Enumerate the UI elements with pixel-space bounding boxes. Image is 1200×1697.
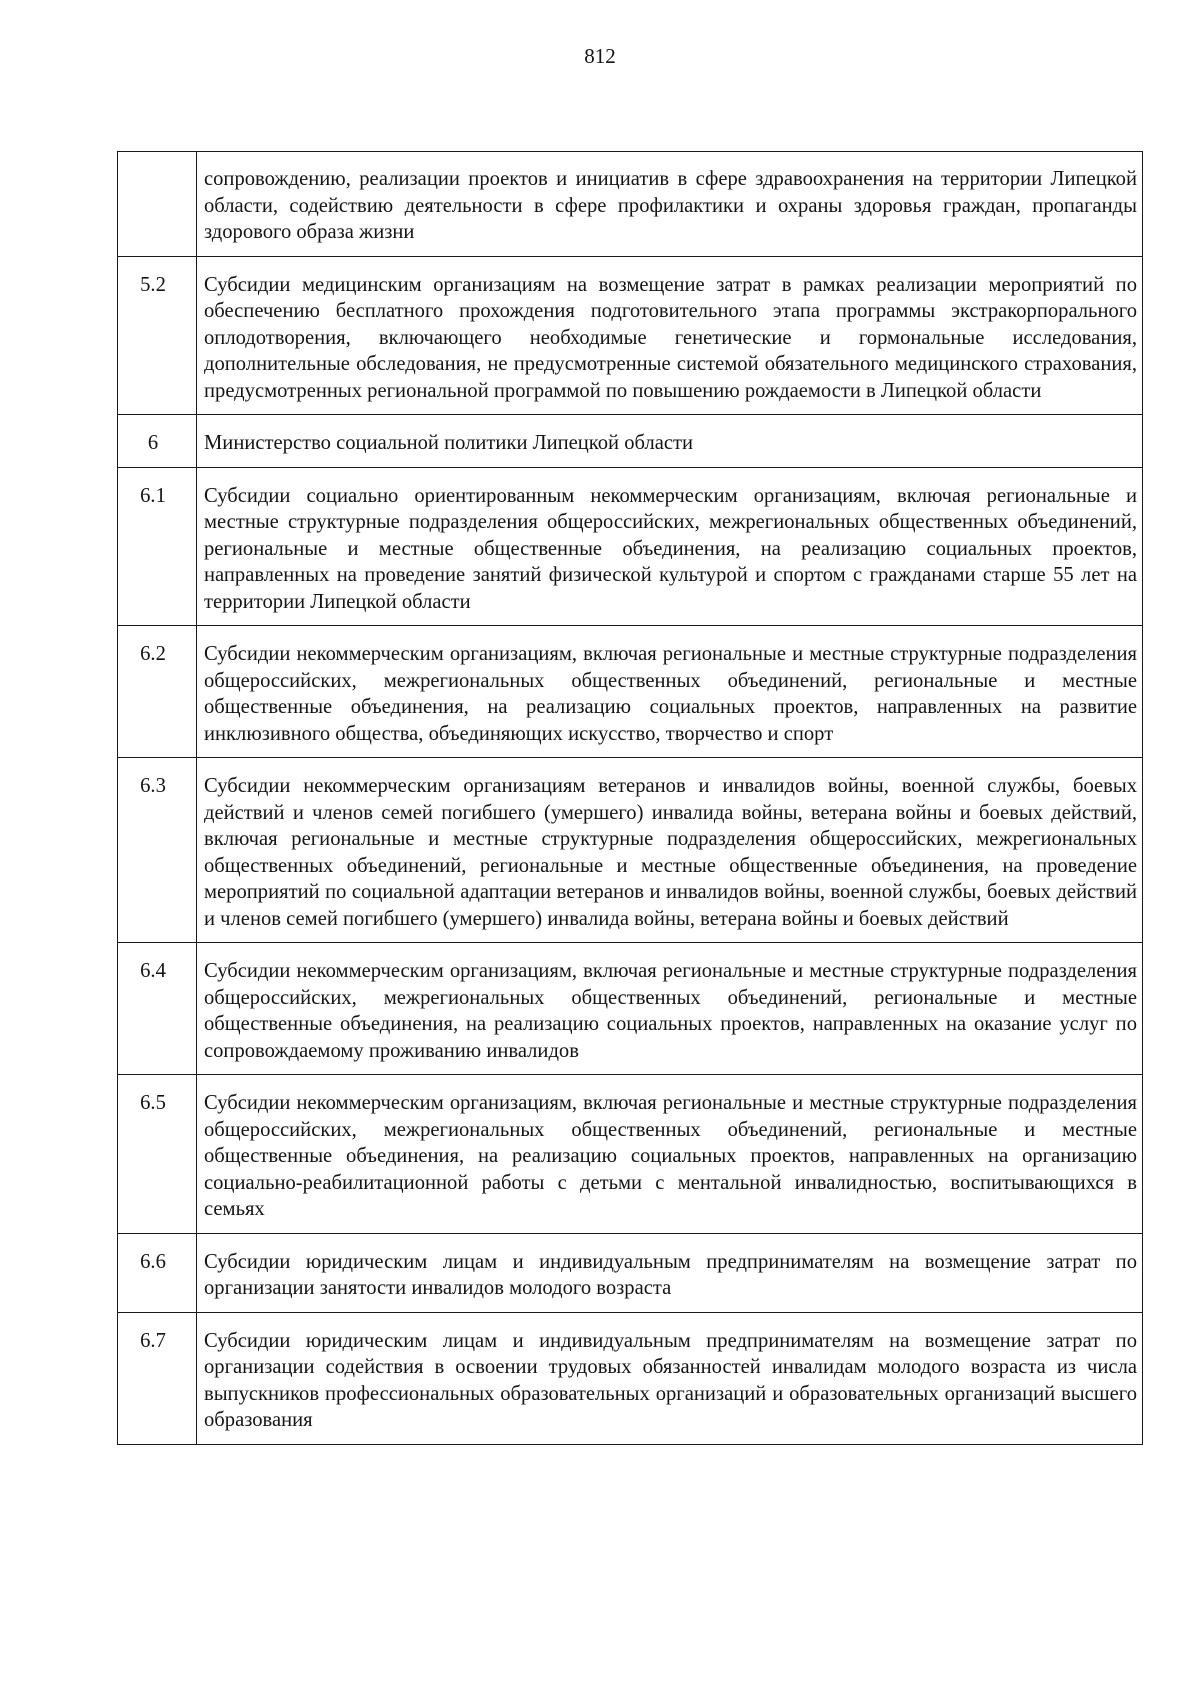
row-number: 6.6 [118, 1233, 197, 1312]
row-text: Субсидии медицинским организациям на возмещение затрат в рамках реализации мероприятий по обеспечению бесплатного прохождения подготовительного этапа программы экстракорпорального оплодотворения, включающего необходимые генетические и гормональные исследования, дополнительные обследования, не предусмотренные системой обязательного медицинского страхования, предусмотренных региональной программой по повышению рождаемости в Липецкой области [197, 256, 1143, 415]
row-number: 6.2 [118, 626, 197, 758]
subsidies-table [117, 151, 1143, 1445]
row-text: Субсидии социально ориентированным некоммерческим организациям, включая региональные и местные структурные подразделения общероссийских, межрегиональных общественных объединений, региональные и местные общественные объединения, на реализацию социальных проектов, направленных на проведение занятий физической культурой и спортом с гражданами старше 55 лет на территории Липецкой области [197, 467, 1143, 626]
table-row [118, 1312, 1143, 1444]
row-number: 6 [118, 415, 197, 468]
table-row [118, 467, 1143, 626]
table-row [118, 256, 1143, 415]
row-number: 6.1 [118, 467, 197, 626]
row-number: 6.4 [118, 943, 197, 1075]
table-row [118, 626, 1143, 758]
table-row [118, 152, 1143, 257]
row-text: сопровождению, реализации проектов и инициатив в сфере здравоохранения на территории Липецкой области, содействию деятельности в сфере профилактики и охраны здоровья граждан, пропаганды здорового образа жизни [197, 152, 1143, 257]
row-number [118, 152, 197, 257]
row-text: Субсидии некоммерческим организациям ветеранов и инвалидов войны, военной службы, боевых действий и членов семей погибшего (умершего) инвалида войны, ветерана войны и боевых действий, включая региональные и местные структурные подразделения общероссийских, межрегиональных общественных объединений, региональные и местные общественные объединения, на проведение мероприятий по социальной адаптации ветеранов и инвалидов войны, военной службы, боевых действий и членов семей погибшего (умершего) инвалида войны, ветерана войны и боевых действий [197, 758, 1143, 943]
row-number: 6.3 [118, 758, 197, 943]
row-text: Субсидии юридическим лицам и индивидуальным предпринимателям на возмещение затрат по организации содействия в освоении трудовых обязанностей инвалидам молодого возраста из числа выпускников профессиональных образовательных организаций и образовательных организаций высшего образования [197, 1312, 1143, 1444]
row-text: Субсидии некоммерческим организациям, включая региональные и местные структурные подразделения общероссийских, межрегиональных общественных объединений, региональные и местные общественные объединения, на реализацию социальных проектов, направленных на оказание услуг по сопровождаемому проживанию инвалидов [197, 943, 1143, 1075]
table-row [118, 758, 1143, 943]
row-text: Министерство социальной политики Липецкой области [197, 415, 1143, 468]
row-number: 5.2 [118, 256, 197, 415]
row-text: Субсидии некоммерческим организациям, включая региональные и местные структурные подразделения общероссийских, межрегиональных общественных объединений, региональные и местные общественные объединения, на реализацию социальных проектов, направленных на развитие инклюзивного общества, объединяющих искусство, творчество и спорт [197, 626, 1143, 758]
row-number: 6.5 [118, 1075, 197, 1234]
table-row [118, 1075, 1143, 1234]
row-text: Субсидии юридическим лицам и индивидуальным предпринимателям на возмещение затрат по организации занятости инвалидов молодого возраста [197, 1233, 1143, 1312]
table-row [118, 1233, 1143, 1312]
row-text: Субсидии некоммерческим организациям, включая региональные и местные структурные подразделения общероссийских, межрегиональных общественных объединений, региональные и местные общественные объединения, на реализацию социальных проектов, направленных на организацию социально-реабилитационной работы с детьми с ментальной инвалидностью, воспитывающихся в семьях [197, 1075, 1143, 1234]
page-number: 812 [584, 44, 616, 68]
table-row [118, 943, 1143, 1075]
table-row [118, 415, 1143, 468]
row-number: 6.7 [118, 1312, 197, 1444]
